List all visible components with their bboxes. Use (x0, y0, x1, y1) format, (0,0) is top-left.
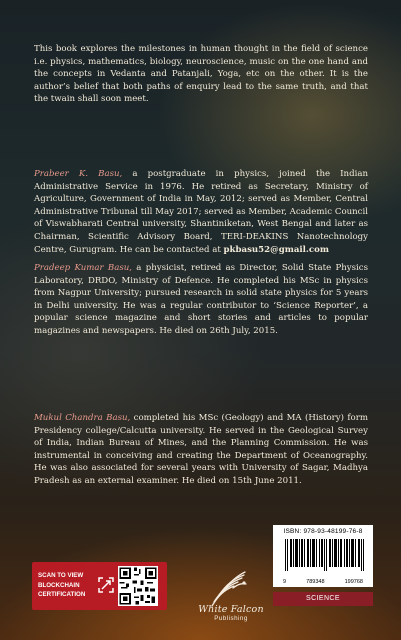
author-bio-prabeer (34, 168, 368, 256)
scan-arrow-icon (98, 577, 114, 593)
barcode-icon (283, 539, 367, 577)
author-email: pkbasu52@gmail.com (223, 244, 329, 255)
author-name: Mukul Chandra Basu, (34, 413, 131, 423)
category-tag: SCIENCE (273, 592, 373, 606)
scan-line-2: BLOCKCHAIN (38, 581, 80, 589)
isbn-label: ISBN: 978-93-48199-76-8 (283, 528, 363, 535)
barcode-digit-left: 9 (283, 579, 287, 585)
author-bio-text: a physicist, retired as Director, Solid State Physics Laboratory, DRDO, Ministry of Defence. He completed his MSc in physics from Nagpur University; pursued research in solid state physics for 5 years in Delhi university. He was a regular contributor to ‘Science Reporter’, a popular science magazine and short stories and articles to popular magazines and newspapers. He died on 26th July, 2015. (34, 263, 368, 336)
publisher-name: White Falcon (198, 604, 264, 615)
blockchain-scan-box (32, 562, 167, 610)
author-name: Pradeep Kumar Basu, (34, 263, 133, 273)
scan-line-1: SCAN TO VIEW (38, 572, 84, 579)
author-bio-text: a postgraduate in physics, joined the Indian Administrative Service in 1976. He retired as Secretary, Ministry of Agriculture, Government of India in May, 2012; served as Member, Central Administrative Tribunal till May 2017; served as Member, Academic Council of Viswabharati Central university, Shantiniketan, West Bengal and later as Chairman, Scientific Advisory Board, TERI-DEAKINS Nanotechnology Centre, Gurugram. He can be contacted at (34, 169, 369, 255)
barcode-digit-mid: 789348 (306, 579, 325, 585)
isbn-barcode-box (273, 525, 373, 587)
blurb-paragraph: This book explores the milestones in human thought in the field of science i.e. physics, mathematics, biology, neuroscience, music on the one hand and the concepts in Vedanta and Patanjali, Yoga, etc on the other. It is the author’s belief that both paths of enquiry lead to the same truth, and that the twain shall soon meet. (34, 44, 368, 105)
author-name: Prabeer K. Basu, (34, 169, 123, 179)
scan-line-3: CERTIFICATION (38, 591, 86, 599)
barcode-digit-right: 199768 (344, 579, 363, 585)
author-bio-text: completed his MSc (Geology) and MA (History) form Presidency college/Calcutta university. He served in the Geological Survey of India, Indian Bureau of Mines, and the Planning Commission. He was instrumental in conceiving and creating the Department of Oceanography. He was also associated for several years with University of Sagar, Madhya Pradesh as an external examiner. He died on 15th June 2011. (34, 413, 368, 486)
publisher-sub: Publishing (214, 615, 248, 622)
scan-caption (38, 571, 96, 600)
qr-code-icon[interactable] (118, 566, 158, 606)
author-bio-mukul (34, 412, 368, 488)
author-bio-pradeep (34, 262, 368, 338)
barcode-digits (273, 579, 373, 585)
